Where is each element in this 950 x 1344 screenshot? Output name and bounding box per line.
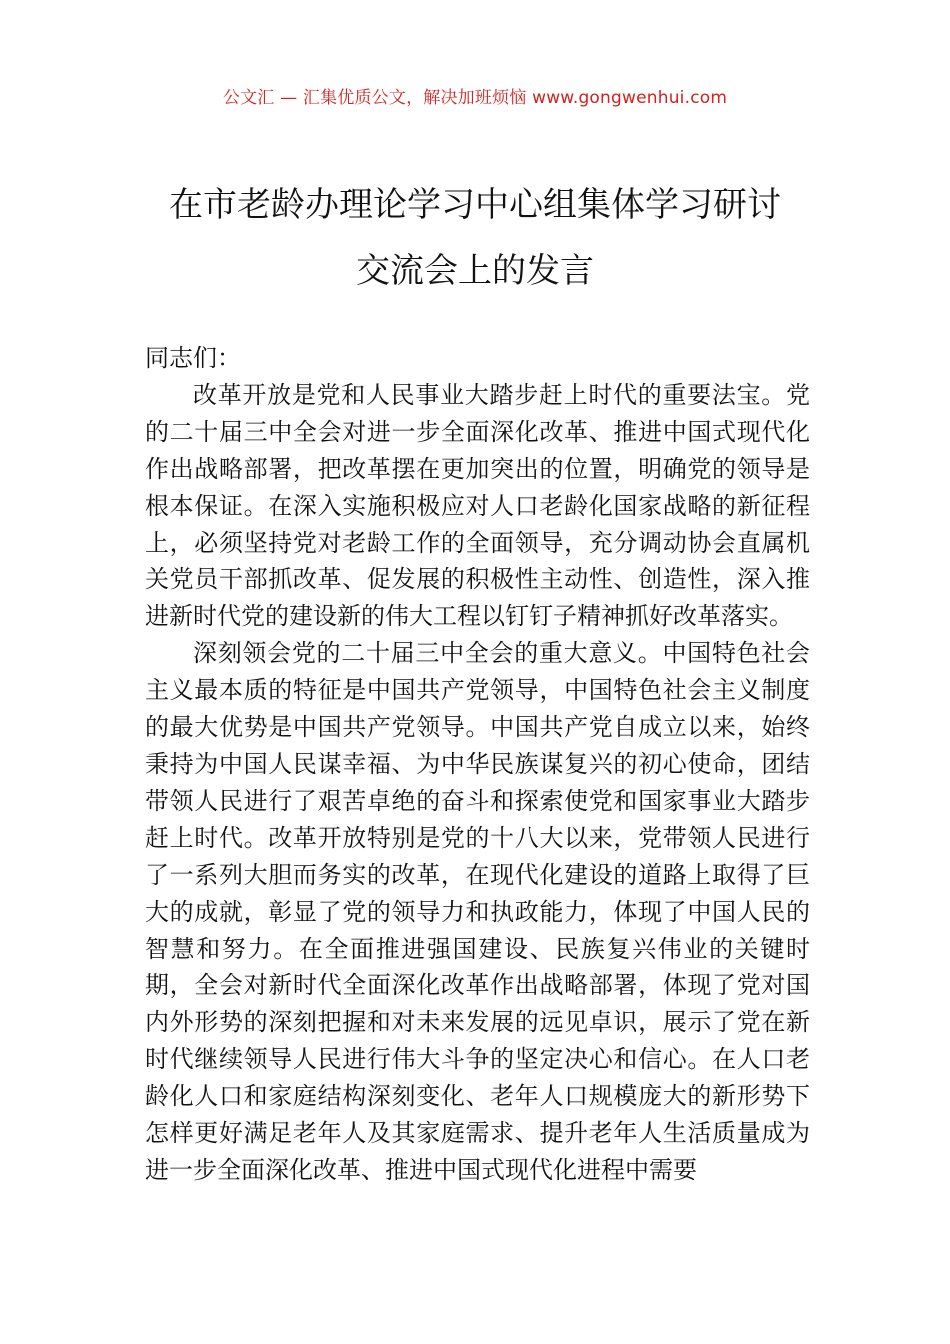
title-line-2: 交流会上的发言 (356, 251, 594, 291)
paragraph-1: 改革开放是党和人民事业大踏步赶上时代的重要法宝。党的二十届三中全会对进一步全面深化改革、推进中国式现代化作出战略部署，把改革摆在更加突出的位置，明确党的领导是根本保证。在深入实施积极应对人口老龄化国家战略的新征程上，必须坚持党对老龄工作的全面领导，充分调动协会直属机关党员干部抓改革、促发展的积极性主动性、创造性，深入推进新时代党的建设新的伟大工程以钉钉子精神抓好改革落实。 (145, 380, 810, 631)
document-title (120, 172, 830, 304)
header-promo-note: 公文汇 — 汇集优质公文，解决加班烦恼 www.gongwenhui.com (222, 88, 728, 108)
document-body (145, 340, 810, 1189)
paragraph-2: 深刻领会党的二十届三中全会的重大意义。中国特色社会主义最本质的特征是中国共产党领导，中国特色社会主义制度的最大优势是中国共产党领导。中国共产党自成立以来，始终秉持为中国人民谋幸福、为中华民族谋复兴的初心使命，团结带领人民进行了艰苦卓绝的奋斗和探索使党和国家事业大踏步赶上时代。改革开放特别是党的十八大以来，党带领人民进行了一系列大胆而务实的改革，在现代化建设的道路上取得了巨大的成就，彰显了党的领导力和执政能力，体现了中国人民的智慧和努力。在全面推进强国建设、民族复兴伟业的关键时期，全会对新时代全面深化改革作出战略部署，体现了党对国内外形势的深刻把握和对未来发展的远见卓识，展示了党在新时代继续领导人民进行伟大斗争的坚定决心和信心。在人口老龄化人口和家庭结构深刻变化、老年人口规模庞大的新形势下怎样更好满足老年人及其家庭需求、提升老年人生活质量成为进一步全面深化改革、推进中国式现代化进程中需要 (145, 639, 810, 1184)
salutation: 同志们： (145, 344, 241, 372)
title-line-1: 在市老龄办理论学习中心组集体学习研讨 (169, 185, 781, 225)
